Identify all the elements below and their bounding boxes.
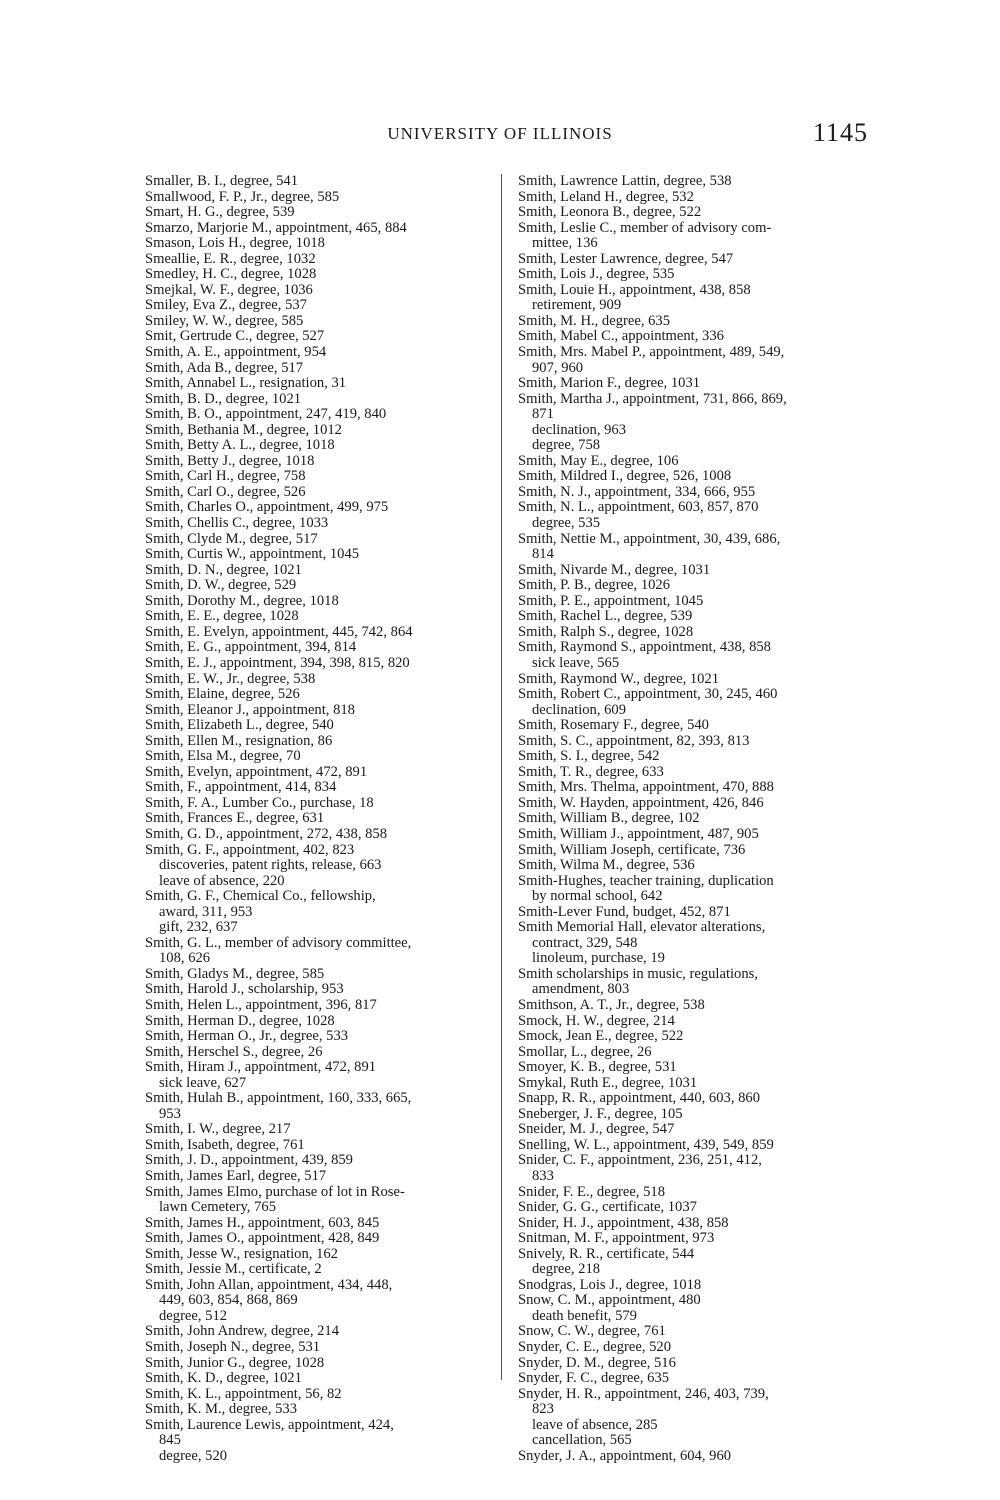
index-entry: Smith, B. O., appointment, 247, 419, 840 <box>145 406 387 423</box>
index-entry: Smith, E. E., degree, 1028 <box>145 608 299 625</box>
index-entry: Smith, T. R., degree, 633 <box>518 763 664 780</box>
index-entry: Smith, James Elmo, purchase of lot in Rose- <box>145 1183 405 1200</box>
index-entry: Smith, Laurence Lewis, appointment, 424, <box>145 1416 394 1433</box>
index-entry: Snider, H. J., appointment, 438, 858 <box>518 1214 729 1231</box>
index-entry: Smith, Annabel L., resignation, 31 <box>145 375 347 392</box>
index-entry: Smith, P. E., appointment, 1045 <box>518 592 704 609</box>
index-entry: Smith, Ralph S., degree, 1028 <box>518 623 694 640</box>
index-entry: Smith, Lois J., degree, 535 <box>518 266 675 283</box>
index-entry: Smith, Carl O., degree, 526 <box>145 483 306 500</box>
index-subentry: degree, 535 <box>532 515 601 532</box>
index-entry: Smit, Gertrude C., degree, 527 <box>145 328 325 345</box>
index-subentry: degree, 520 <box>159 1447 228 1464</box>
index-entry: Smith, S. C., appointment, 82, 393, 813 <box>518 732 750 749</box>
index-entry: Snider, G. G., certificate, 1037 <box>518 1199 697 1216</box>
index-subentry: degree, 758 <box>532 437 601 454</box>
index-entry: Smith, Jessie M., certificate, 2 <box>145 1261 322 1278</box>
index-entry: Smith, Charles O., appointment, 499, 975 <box>145 499 389 516</box>
index-entry: Smith, Louie H., appointment, 438, 858 <box>518 281 751 298</box>
index-entry: Smith, Mildred I., degree, 526, 1008 <box>518 468 732 485</box>
index-entry: Snively, R. R., certificate, 544 <box>518 1245 695 1262</box>
index-entry: Snyder, F. C., degree, 635 <box>518 1370 670 1387</box>
index-entry: Smith, Dorothy M., degree, 1018 <box>145 592 339 609</box>
index-subentry: sick leave, 627 <box>159 1074 247 1091</box>
index-entry: Snelling, W. L., appointment, 439, 549, 859 <box>518 1136 774 1153</box>
index-entry: Smith, Frances E., degree, 631 <box>145 810 325 827</box>
index-entry: Smith, J. D., appointment, 439, 859 <box>145 1152 353 1169</box>
index-entry: Smith, Betty A. L., degree, 1018 <box>145 437 335 454</box>
index-entry: Smith, James H., appointment, 603, 845 <box>145 1214 380 1231</box>
index-entry: Smith-Lever Fund, budget, 452, 871 <box>518 903 731 920</box>
index-entry: Smith, Wilma M., degree, 536 <box>518 857 695 874</box>
index-entry: Smith, Isabeth, degree, 761 <box>145 1136 305 1153</box>
index-entry: Smith, N. J., appointment, 334, 666, 955 <box>518 483 756 500</box>
index-entry: Smith, Hulah B., appointment, 160, 333, 665, <box>145 1090 412 1107</box>
index-entry: Smith, Leland H., degree, 532 <box>518 188 694 205</box>
index-entry: Smith, Mrs. Mabel P., appointment, 489, 549, <box>518 344 785 361</box>
index-subentry: 823 <box>532 1401 554 1418</box>
index-entry: Smith Memorial Hall, elevator alterations, <box>518 919 766 936</box>
index-subentry: 814 <box>532 546 554 563</box>
index-entry: Smiley, W. W., degree, 585 <box>145 312 304 329</box>
index-entry: Snow, C. W., degree, 761 <box>518 1323 666 1340</box>
index-entry: Smith, Bethania M., degree, 1012 <box>145 421 342 438</box>
index-entry: Smith, Herman D., degree, 1028 <box>145 1012 335 1029</box>
index-entry: Smith, Herschel S., degree, 26 <box>145 1043 323 1060</box>
index-subentry: linoleum, purchase, 19 <box>532 950 665 967</box>
column-divider <box>501 174 502 1380</box>
index-entry: Smith, Elaine, degree, 526 <box>145 686 300 703</box>
index-entry: Smith, Mabel C., appointment, 336 <box>518 328 724 345</box>
index-entry: Smith, James Earl, degree, 517 <box>145 1168 327 1184</box>
index-subentry: 833 <box>532 1168 554 1184</box>
index-entry: Smith, Evelyn, appointment, 472, 891 <box>145 763 368 780</box>
index-entry: Snapp, R. R., appointment, 440, 603, 860 <box>518 1090 761 1107</box>
index-entry: Smith, Lester Lawrence, degree, 547 <box>518 250 734 267</box>
index-subentry: 871 <box>532 406 554 423</box>
index-entry: Sneberger, J. F., degree, 105 <box>518 1105 683 1122</box>
index-entry: Smith, G. F., appointment, 402, 823 <box>145 841 355 858</box>
index-entry: Smith, John Andrew, degree, 214 <box>145 1323 340 1340</box>
index-entry: Smith, S. I., degree, 542 <box>518 748 660 765</box>
index-entry: Smith, A. E., appointment, 954 <box>145 344 327 361</box>
index-subentry: gift, 232, 637 <box>159 919 238 936</box>
index-entry: Smith, F. A., Lumber Co., purchase, 18 <box>145 794 374 811</box>
index-entry: Smith, Leslie C., member of advisory com- <box>518 219 772 236</box>
index-entry: Smock, Jean E., degree, 522 <box>518 1028 684 1045</box>
index-entry: Smith, John Allan, appointment, 434, 448, <box>145 1276 393 1293</box>
index-entry: Smith, Clyde M., degree, 517 <box>145 530 318 547</box>
index-entry: Smith, Raymond S., appointment, 438, 858 <box>518 639 771 656</box>
index-entry: Smith, Leonora B., degree, 522 <box>518 204 702 221</box>
index-entry: Smaller, B. I., degree, 541 <box>145 173 299 189</box>
index-entry: Smith, G. D., appointment, 272, 438, 858 <box>145 825 388 842</box>
index-entry: Smart, H. G., degree, 539 <box>145 204 295 221</box>
index-entry: Smith-Hughes, teacher training, duplication <box>518 872 774 889</box>
index-entry: Smith, K. L., appointment, 56, 82 <box>145 1385 342 1402</box>
index-entry: Smith, Raymond W., degree, 1021 <box>518 670 720 687</box>
index-entry: Smith, Harold J., scholarship, 953 <box>145 981 344 998</box>
index-entry: Smith, Ada B., degree, 517 <box>145 359 304 376</box>
index-subentry: death benefit, 579 <box>532 1307 637 1324</box>
index-subentry: retirement, 909 <box>532 297 622 314</box>
index-subentry: lawn Cemetery, 765 <box>159 1199 276 1216</box>
index-entry: Smith, Mrs. Thelma, appointment, 470, 888 <box>518 779 774 796</box>
index-entry: Smith scholarships in music, regulations, <box>518 965 758 982</box>
index-entry: Smith, Elsa M., degree, 70 <box>145 748 301 765</box>
index-entry: Smock, H. W., degree, 214 <box>518 1012 675 1029</box>
index-subentry: declination, 963 <box>532 421 627 438</box>
index-entry: Smith, James O., appointment, 428, 849 <box>145 1230 380 1247</box>
index-entry: Smith, Hiram J., appointment, 472, 891 <box>145 1059 377 1076</box>
index-entry: Smith, Helen L., appointment, 396, 817 <box>145 996 377 1013</box>
index-entry: Smiley, Eva Z., degree, 537 <box>145 297 307 314</box>
index-entry: Smith, Jesse W., resignation, 162 <box>145 1245 338 1262</box>
index-entry: Smallwood, F. P., Jr., degree, 585 <box>145 188 340 205</box>
index-subentry: cancellation, 565 <box>532 1432 632 1449</box>
index-subentry: mittee, 136 <box>532 235 598 252</box>
index-entry: Snodgras, Lois J., degree, 1018 <box>518 1276 702 1293</box>
index-entry: Smith, P. B., degree, 1026 <box>518 577 671 594</box>
index-entry: Smith, Gladys M., degree, 585 <box>145 965 325 982</box>
index-entry: Smith, Joseph N., degree, 531 <box>145 1339 321 1356</box>
index-entry: Smith, F., appointment, 414, 834 <box>145 779 337 796</box>
index-entry: Smith, G. L., member of advisory committee, <box>145 934 412 951</box>
index-entry: Smith, W. Hayden, appointment, 426, 846 <box>518 794 764 811</box>
index-entry: Smykal, Ruth E., degree, 1031 <box>518 1074 698 1091</box>
index-subentry: sick leave, 565 <box>532 654 620 671</box>
index-entry: Smoyer, K. B., degree, 531 <box>518 1059 677 1076</box>
index-entry: Smith, William B., degree, 102 <box>518 810 700 827</box>
index-entry: Smith, Junior G., degree, 1028 <box>145 1354 325 1371</box>
index-entry: Snyder, J. A., appointment, 604, 960 <box>518 1447 732 1464</box>
index-entry: Smith, D. W., degree, 529 <box>145 577 297 594</box>
index-entry: Smith, Chellis C., degree, 1033 <box>145 515 329 532</box>
index-entry: Smith, B. D., degree, 1021 <box>145 390 302 407</box>
index-entry: Smith, Herman O., Jr., degree, 533 <box>145 1028 349 1045</box>
index-entry: Smith, Marion F., degree, 1031 <box>518 375 701 392</box>
index-entry: Smith, Nettie M., appointment, 30, 439, 686, <box>518 530 781 547</box>
index-entry: Smith, M. H., degree, 635 <box>518 312 671 329</box>
index-subentry: 449, 603, 854, 868, 869 <box>159 1292 298 1309</box>
index-entry: Snitman, M. F., appointment, 973 <box>518 1230 715 1247</box>
index-entry: Smith, D. N., degree, 1021 <box>145 561 302 578</box>
index-entry: Smith, Betty J., degree, 1018 <box>145 452 315 469</box>
index-entry: Smedley, H. C., degree, 1028 <box>145 266 317 283</box>
index-entry: Smithson, A. T., Jr., degree, 538 <box>518 996 705 1013</box>
index-entry: Sneider, M. J., degree, 547 <box>518 1121 675 1138</box>
index-entry: Snyder, D. M., degree, 516 <box>518 1354 676 1371</box>
index-subentry: leave of absence, 285 <box>532 1416 658 1433</box>
index-entry: Snider, C. F., appointment, 236, 251, 412, <box>518 1152 762 1169</box>
index-entry: Smith, G. F., Chemical Co., fellowship, <box>145 888 376 905</box>
index-entry: Smith, N. L., appointment, 603, 857, 870 <box>518 499 759 516</box>
index-entry: Smith, Elizabeth L., degree, 540 <box>145 717 334 734</box>
running-header: UNIVERSITY OF ILLINOIS <box>387 124 613 143</box>
index-entry: Smith, E. G., appointment, 394, 814 <box>145 639 357 656</box>
index-entry: Smith, William J., appointment, 487, 905 <box>518 825 759 842</box>
index-entry: Smith, Ellen M., resignation, 86 <box>145 732 333 749</box>
index-subentry: amendment, 803 <box>532 981 630 998</box>
index-entry: Smith, Curtis W., appointment, 1045 <box>145 546 360 563</box>
index-entry: Snider, F. E., degree, 518 <box>518 1183 665 1200</box>
index-subentry: contract, 329, 548 <box>532 934 638 951</box>
index-entry: Smith, Lawrence Lattin, degree, 538 <box>518 173 732 189</box>
index-entry: Smith, Eleanor J., appointment, 818 <box>145 701 355 718</box>
index-entry: Smith, Nivarde M., degree, 1031 <box>518 561 711 578</box>
index-entry: Smejkal, W. F., degree, 1036 <box>145 281 313 298</box>
index-column-right <box>518 174 868 1464</box>
index-subentry: declination, 609 <box>532 701 627 718</box>
index-subentry: 845 <box>159 1432 181 1449</box>
index-subentry: award, 311, 953 <box>159 903 253 920</box>
index-entry: Smith, E. J., appointment, 394, 398, 815, 820 <box>145 654 410 671</box>
index-entry: Smith, K. M., degree, 533 <box>145 1401 298 1418</box>
index-entry: Smith, May E., degree, 106 <box>518 452 679 469</box>
index-entry: Smason, Lois H., degree, 1018 <box>145 235 325 252</box>
index-entry: Smith, Robert C., appointment, 30, 245, 460 <box>518 686 778 703</box>
index-entry: Smith, Martha J., appointment, 731, 866, 869, <box>518 390 787 407</box>
index-entry: Smith, I. W., degree, 217 <box>145 1121 291 1138</box>
index-entry: Smarzo, Marjorie M., appointment, 465, 884 <box>145 219 407 236</box>
index-subentry: 108, 626 <box>159 950 211 967</box>
index-column-left <box>145 174 490 1464</box>
index-entry: Smeallie, E. R., degree, 1032 <box>145 250 316 267</box>
index-subentry: 907, 960 <box>532 359 584 376</box>
index-subentry: 953 <box>159 1105 181 1122</box>
index-entry: Smith, Carl H., degree, 758 <box>145 468 306 485</box>
page-number: 1145 <box>813 118 869 147</box>
index-subentry: discoveries, patent rights, release, 663 <box>159 857 382 874</box>
index-entry: Snow, C. M., appointment, 480 <box>518 1292 701 1309</box>
index-entry: Snyder, C. E., degree, 520 <box>518 1339 672 1356</box>
index-subentry: degree, 218 <box>532 1261 601 1278</box>
index-entry: Smith, E. W., Jr., degree, 538 <box>145 670 316 687</box>
index-entry: Smith, Rachel L., degree, 539 <box>518 608 693 625</box>
index-entry: Snyder, H. R., appointment, 246, 403, 739, <box>518 1385 769 1402</box>
index-subentry: degree, 512 <box>159 1307 228 1324</box>
index-subentry: by normal school, 642 <box>532 888 663 905</box>
index-entry: Smith, Rosemary F., degree, 540 <box>518 717 709 734</box>
index-subentry: leave of absence, 220 <box>159 872 285 889</box>
index-entry: Smith, K. D., degree, 1021 <box>145 1370 302 1387</box>
index-entry: Smith, E. Evelyn, appointment, 445, 742, 864 <box>145 623 413 640</box>
index-entry: Smollar, L., degree, 26 <box>518 1043 652 1060</box>
index-entry: Smith, William Joseph, certificate, 736 <box>518 841 746 858</box>
